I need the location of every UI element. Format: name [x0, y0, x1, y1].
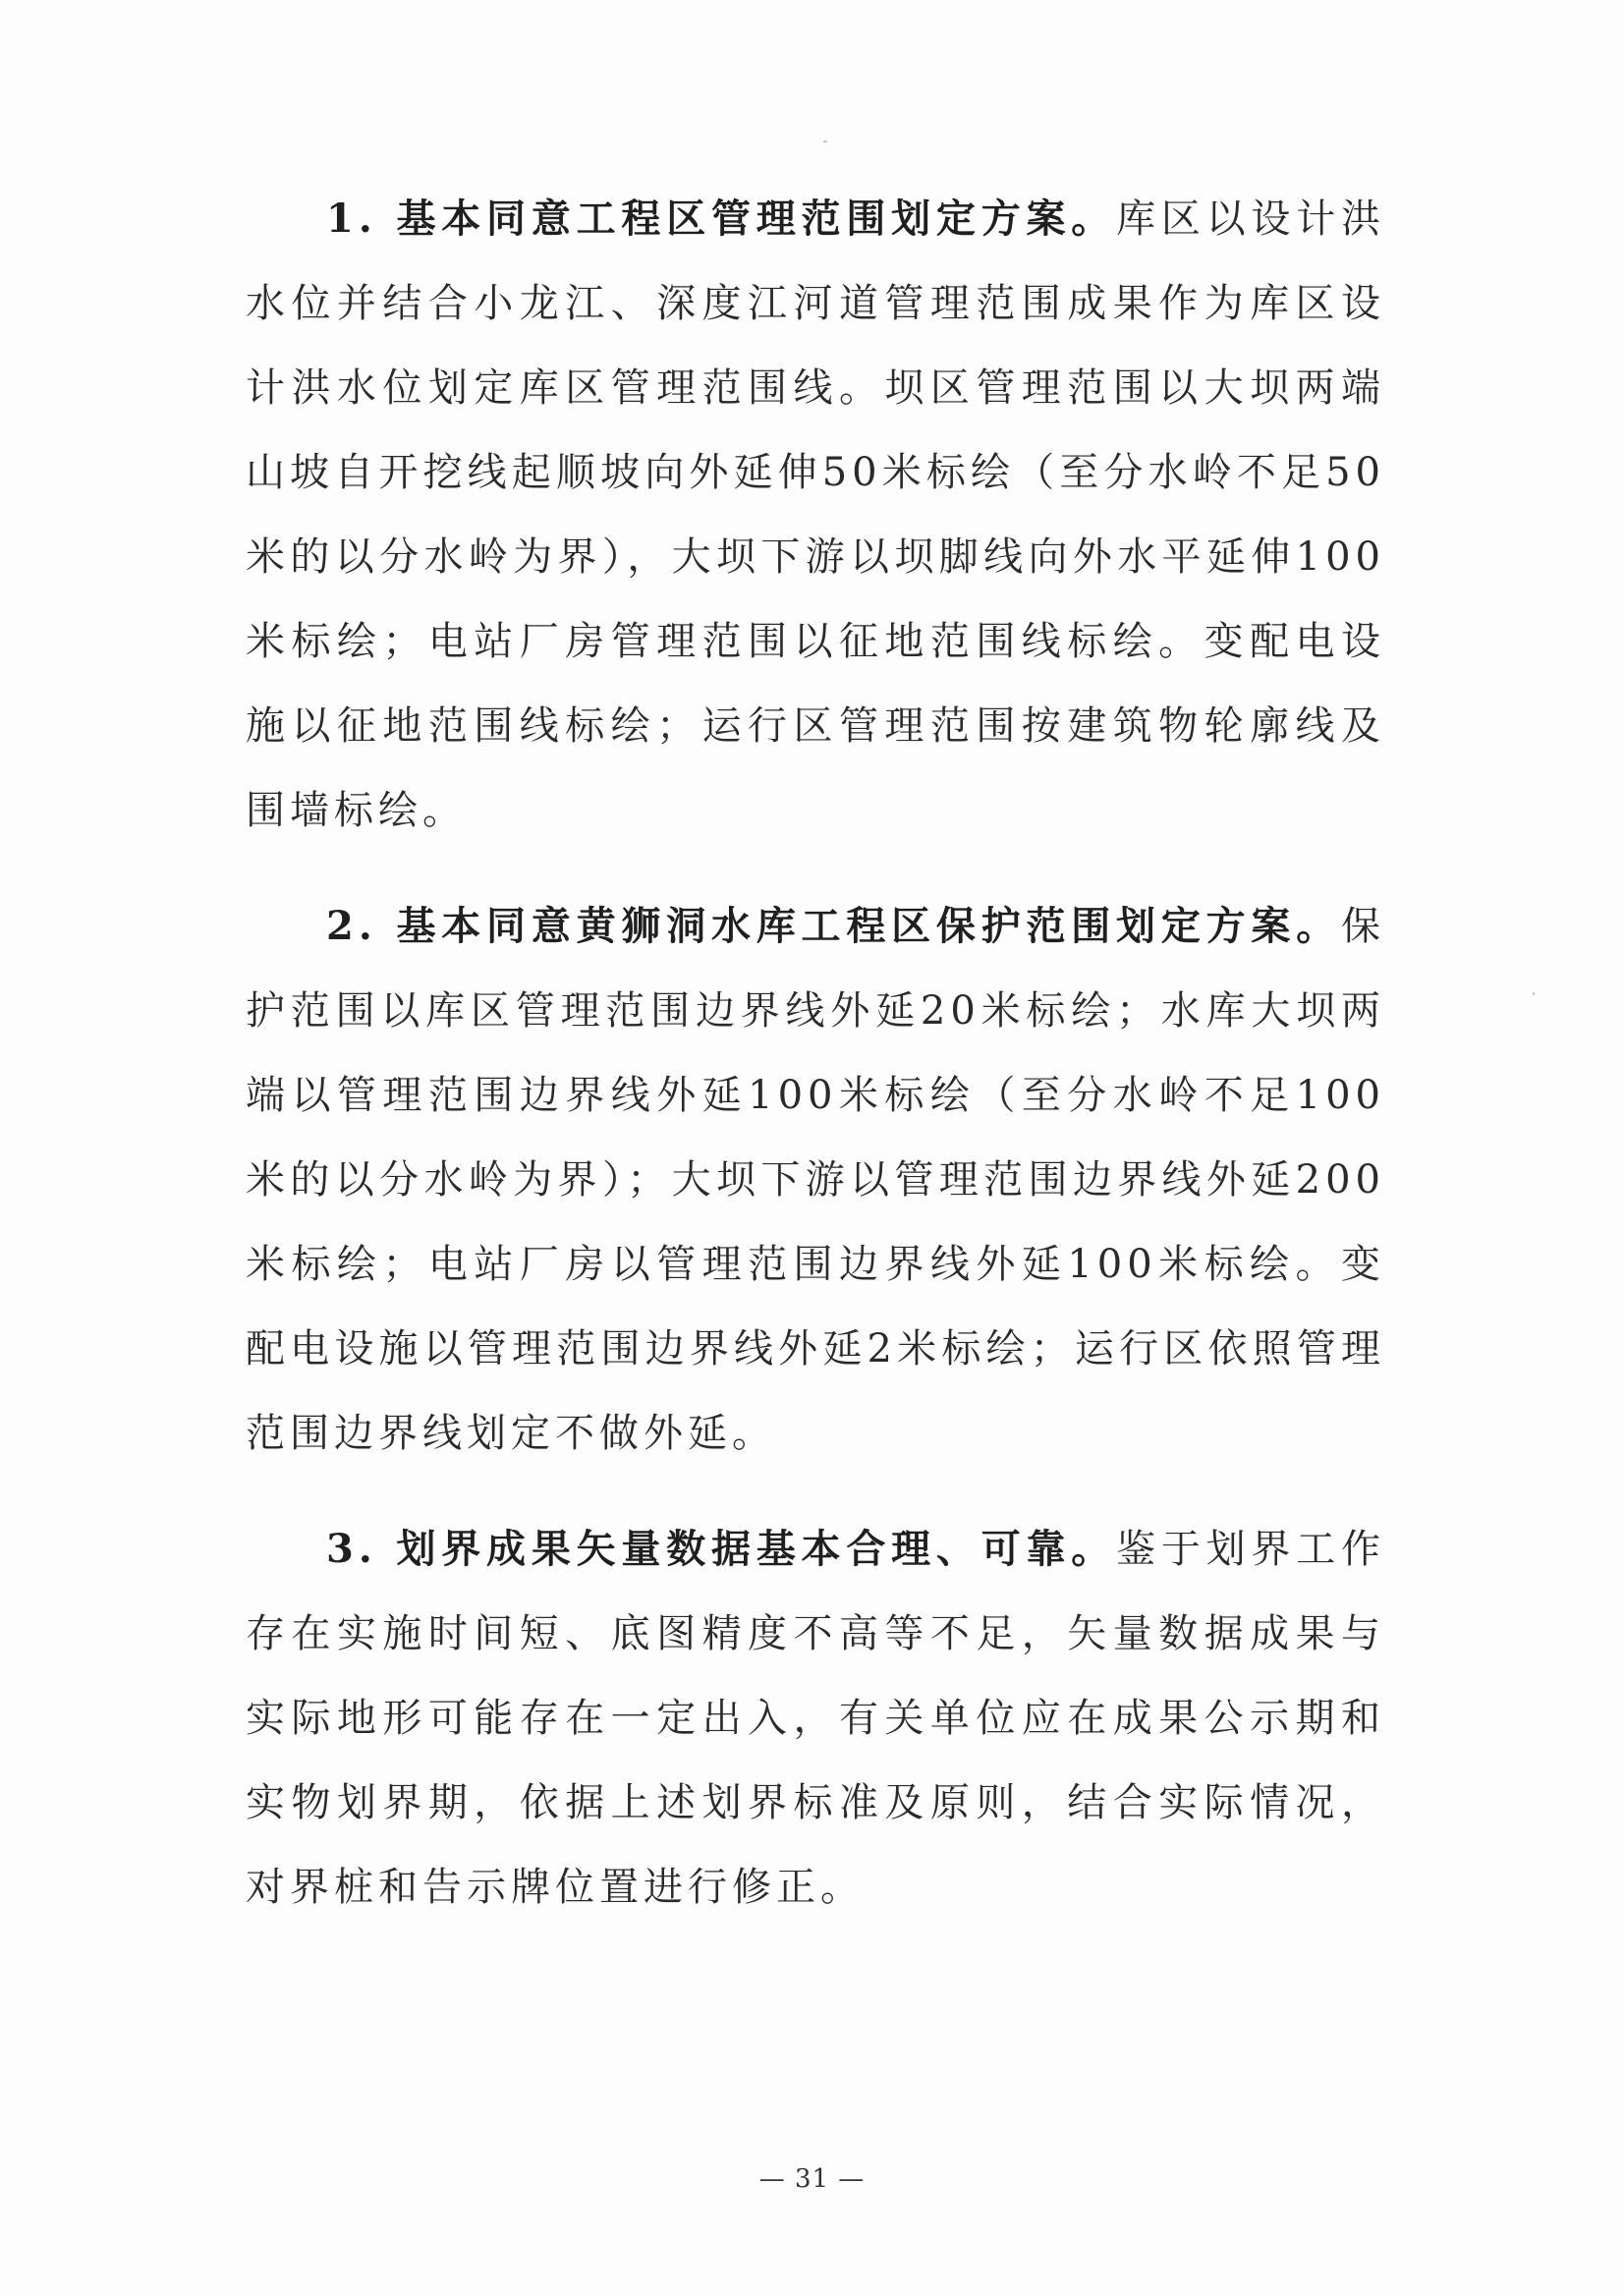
paragraph-text: 库区以设计洪水位并结合小龙江、深度江河道管理范围成果作为库区设计洪水位划定库区管理范围线。坝区管理范围以大坝两端山坡自开挖线起顺坡向外延伸50米标绘（至分水岭不足50米的以分水岭为界），大坝下游以坝脚线向外水平延伸100米标绘；电站厂房管理范围以征地范围线标绘。变配电设施以征地范围线标绘；运行区管理范围按建筑物轮廓线及围墙标绘。	[246, 196, 1385, 833]
paragraph-management-scope	[246, 177, 1385, 853]
paragraph-text: 保护范围以库区管理范围边界线外延20米标绘；水库大坝两端以管理范围边界线外延100米标绘（至分水岭不足100米的以分水岭为界）；大坝下游以管理范围边界线外延200米标绘；电站厂房以管理范围边界线外延100米标绘。变配电设施以管理范围边界线外延2米标绘；运行区依照管理范围边界线划定不做外延。	[246, 904, 1385, 1456]
paragraph-lead: 2. 基本同意黄狮洞水库工程区保护范围划定方案。	[326, 903, 1341, 949]
paragraph-lead: 3. 划界成果矢量数据基本合理、可靠。	[326, 1526, 1117, 1572]
paragraph-lead: 1. 基本同意工程区管理范围划定方案。	[326, 196, 1117, 242]
paragraph-protection-scope	[246, 884, 1385, 1476]
page-number: — 31 —	[758, 2164, 866, 2194]
paragraph-text: 鉴于划界工作存在实施时间短、底图精度不高等不足，矢量数据成果与实际地形可能存在一定出入，有关单位应在成果公示期和实物划界期，依据上述划界标准及原则，结合实际情况，对界桩和告示牌位置进行修正。	[246, 1527, 1385, 1910]
document-body	[246, 177, 1385, 1961]
paragraph-vector-data	[246, 1507, 1385, 1930]
scan-speck	[823, 140, 827, 142]
scan-speck	[1533, 992, 1535, 995]
